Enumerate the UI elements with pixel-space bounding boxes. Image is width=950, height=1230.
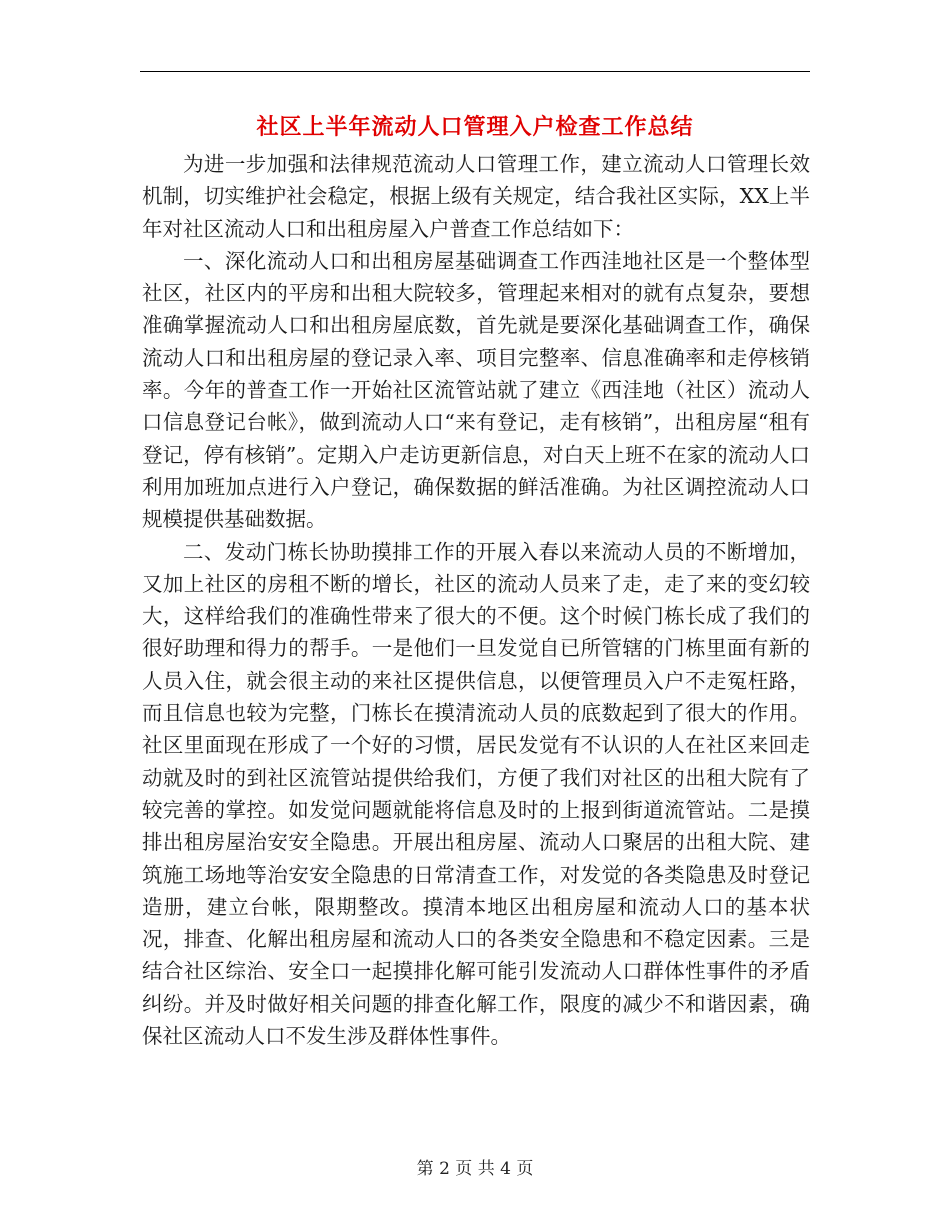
page-number: 第 2 页 共 4 页 [416, 1159, 534, 1179]
document-title: 社区上半年流动人口管理入户检查工作总结 [256, 114, 694, 140]
header-rule [140, 71, 810, 72]
document-body [142, 148, 810, 1052]
paragraph-section-1: 一、深化流动人口和出租房屋基础调查工作西洼地社区是一个整体型社区，社区内的平房和出租大院较多，管理起来相对的就有点复杂，要想准确掌握流动人口和出租房屋底数，首先就是要深化基础调查工作，确保流动人口和出租房屋的登记录入率、项目完整率、信息准确率和走停核销率。今年的普查工作一开始社区流管站就了建立《西洼地（社区）流动人口信息登记台帐》，做到流动人口“来有登记，走有核销”，出租房屋“租有登记，停有核销”。定期入户走访更新信息，对白天上班不在家的流动人口利用加班加点进行入户登记，确保数据的鲜活准确。为社区调控流动人口规模提供基础数据。 [142, 248, 810, 532]
paragraph-intro: 为进一步加强和法律规范流动人口管理工作，建立流动人口管理长效机制，切实维护社会稳定，根据上级有关规定，结合我社区实际，XX上半年对社区流动人口和出租房屋入户普查工作总结如下： [142, 152, 810, 241]
paragraph-section-2: 二、发动门栋长协助摸排工作的开展入春以来流动人员的不断增加，又加上社区的房租不断的增长，社区的流动人员来了走，走了来的变幻较大，这样给我们的准确性带来了很大的不便。这个时候门栋长成了我们的很好助理和得力的帮手。一是他们一旦发觉自已所管辖的门栋里面有新的人员入住，就会很主动的来社区提供信息，以便管理员入户不走冤枉路，而且信息也较为完整，门栋长在摸清流动人员的底数起到了很大的作用。社区里面现在形成了一个好的习惯，居民发觉有不认识的人在社区来回走动就及时的到社区流管站提供给我们，方便了我们对社区的出租大院有了较完善的掌控。如发觉问题就能将信息及时的上报到街道流管站。二是摸排出租房屋治安安全隐患。开展出租房屋、流动人口聚居的出租大院、建筑施工场地等治安安全隐患的日常清查工作，对发觉的各类隐患及时登记造册，建立台帐，限期整改。摸清本地区出租房屋和流动人口的基本状况，排查、化解出租房屋和流动人口的各类安全隐患和不稳定因素。三是结合社区综治、安全口一起摸排化解可能引发流动人口群体性事件的矛盾纠纷。并及时做好相关问题的排查化解工作，限度的减少不和谐因素，确保社区流动人口不发生涉及群体性事件。 [142, 539, 810, 1049]
